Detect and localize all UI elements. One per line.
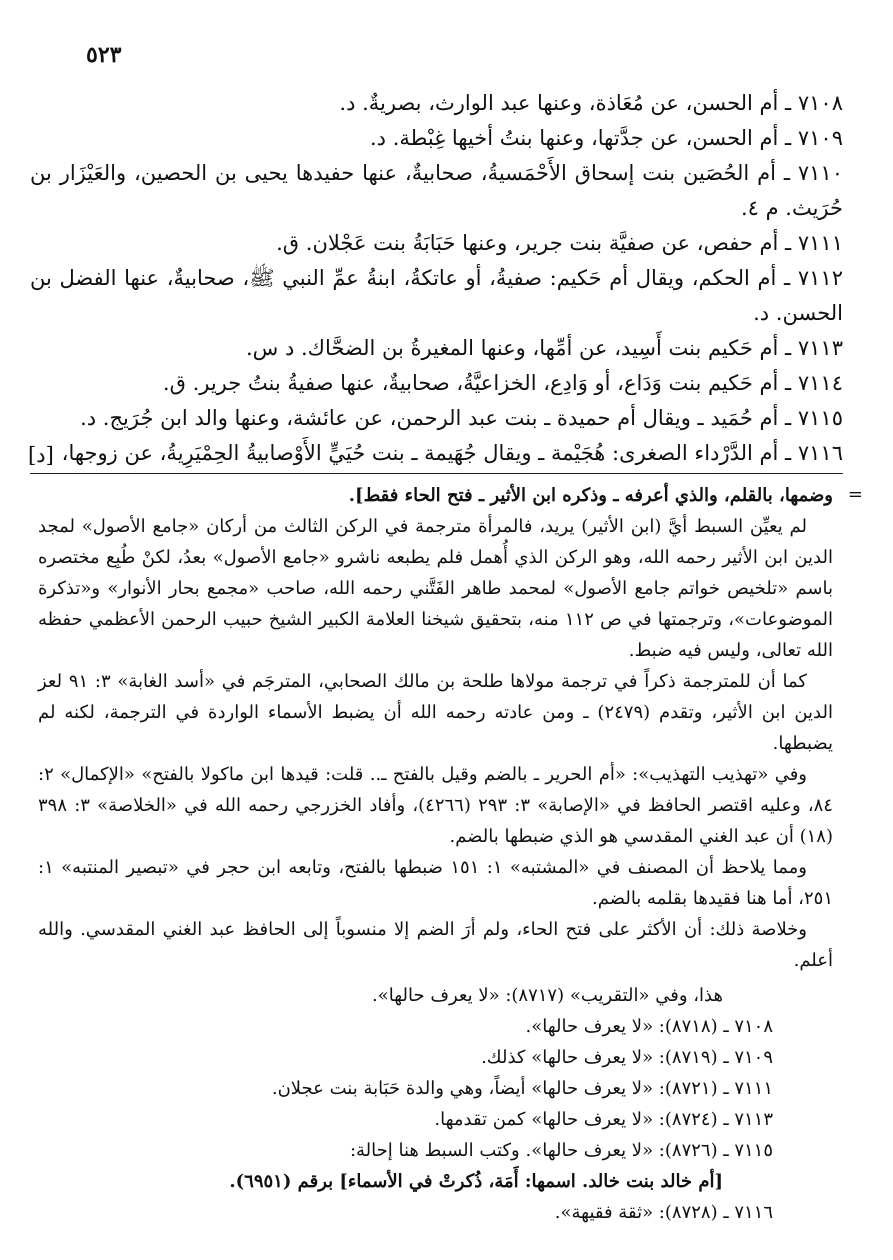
entry-text: ـ أم حُمَيد ـ ويقال أم حميدة ـ بنت عبد الرحمن، عن عائشة، وعنها والد ابن جُرَيج. د.	[80, 406, 798, 430]
footnote-divider	[30, 473, 843, 474]
continuation-marker: =	[847, 484, 863, 505]
reference-line: ٧١١٦ ـ (٨٧٢٨): «ثقة فقيهة».	[554, 1202, 773, 1223]
entry-text: ـ أم حَكيم بنت أَسِيد، عن أمِّها، وعنها المغيرةُ بن الضحَّاك. د س.	[245, 336, 798, 360]
entry-number: ٧١١٣	[797, 336, 843, 360]
entry-7116	[30, 436, 843, 471]
reference-line: ٧١١٣ ـ (٨٧٢٤): «لا يعرف حالها» كمن تقدمها.	[434, 1109, 773, 1130]
reference-line: ٧١٠٩ ـ (٨٧١٩): «لا يعرف حالها» كذلك.	[481, 1047, 773, 1068]
reference-line: ٧١٠٨ ـ (٨٧١٨): «لا يعرف حالها».	[525, 1016, 773, 1037]
reference-line: ٧١١١ ـ (٨٧٢١): «لا يعرف حالها» أيضاً، وهي والدة حَبَابة بنت عجلان.	[271, 1078, 773, 1099]
entry-7112	[30, 261, 843, 331]
entry-number: ٧١١٥	[797, 406, 843, 430]
entry-7115	[30, 401, 843, 436]
entry-7109	[30, 121, 843, 156]
footnote-paragraph: وفي «تهذيب التهذيب»: «أم الحرير ـ بالضم وقيل بالفتح ـ.. قلت: قيدها ابن ماكولا بالفتح» «الإكمال» ٢: ٨٤، وعليه اقتصر الحافظ في «الإصابة» ٣: ٢٩٣ (٤٢٦٦)، وأفاد الخزرجي رحمه الله في «الخلاصة» ٣: ٣٩٨ (١٨) أن عبد الغني المقدسي هو الذي ضبطها بالضم.	[38, 764, 833, 847]
entry-number: ٧١٠٨	[797, 91, 843, 115]
footnote-paragraph: وخلاصة ذلك: أن الأكثر على فتح الحاء، ولم أرَ الضم إلا منسوباً إلى الحافظ عبد الغني المقدسي. والله أعلم.	[38, 919, 833, 971]
footnote-opening: وضمها، بالقلم، والذي أعرفه ـ وذكره ابن الأثير ـ فتح الحاء فقط].	[348, 485, 833, 506]
reference-line: هذا، وفي «التقريب» (٨٧١٧): «لا يعرف حالها».	[371, 985, 723, 1006]
reference-line: ٧١١٥ ـ (٨٧٢٦): «لا يعرف حالها». وكتب السبط هنا إحالة:	[349, 1140, 773, 1161]
biography-entries	[30, 86, 843, 471]
page-number: ٥٢٣	[86, 42, 122, 68]
taqrib-references	[38, 980, 833, 1228]
footnote-paragraph: ومما يلاحظ أن المصنف في «المشتبه» ١: ١٥١ ضبطها بالفتح، وتابعه ابن حجر في «تبصير المنتبه» ١: ٢٥١، أما هنا فقيدها بقلمه بالضم.	[38, 857, 833, 909]
entry-text: ـ أم حَكيم بنت وَدَاع، أو وَادِع، الخزاعيَّةُ، صحابيةٌ، عنها صفيةُ بنتُ جرير. ق.	[162, 371, 798, 395]
entry-number: ٧١١٢	[797, 266, 843, 290]
entry-number: ٧١١٤	[797, 371, 843, 395]
entry-7114	[30, 366, 843, 401]
entry-text: ـ أم الحُصَين بنت إسحاق الأَحْمَسيةُ، صحابيةٌ، عنها حفيدها يحيى بن الحصين، والعَيْزَار بن حُرَيث. م ٤.	[30, 161, 843, 220]
entry-text: ـ أم حفص، عن صفيَّة بنت جرير، وعنها حَبَابَةُ بنت عَجْلان. ق.	[276, 231, 798, 255]
entry-text: ـ أم الحسن، عن مُعَاذة، وعنها عبد الوارث، بصريةٌ. د.	[339, 91, 798, 115]
entry-7110	[30, 156, 843, 226]
entry-7108	[30, 86, 843, 121]
entry-7111	[30, 226, 843, 261]
footnotes	[38, 480, 833, 1228]
footnote-paragraph: لم يعيِّن السبط أيَّ (ابن الأثير) يريد، فالمرأة مترجمة في الركن الثالث من أركان «جامع الأصول» لمجد الدين ابن الأثير رحمه الله، وهو الركن الذي أُهمل فلم يطبعه ناشرو «جامع الأصول» بعدُ، لكنْ طُبِع مختصره باسم «تلخيص خواتم جامع الأصول» لمحمد طاهر الفَتَّني رحمه الله، صاحب «مجمع بحار الأنوار» و«تذكرة الموضوعات»، وترجمتها في ص ١١٢ منه، بتحقيق شيخنا العلامة الكبير الشيخ حبيب الرحمن الأعظمي حفظه الله تعالى، وليس فيه ضبط.	[38, 516, 833, 661]
entry-continuation-mark: [د]	[28, 443, 54, 467]
entry-text: ـ أم الحسن، عن جدَّتها، وعنها بنتُ أخيها غِبْطة. د.	[370, 126, 798, 150]
entry-text: ـ أم الحكم، ويقال أم حَكيم: صفيةُ، أو عاتكةُ، ابنةُ عمِّ النبي ﷺ، صحابيةٌ، عنها الفضل بن الحسن. د.	[30, 266, 843, 325]
reference-line: [أم خالد بنت خالد. اسمها: أَمَة، ذُكرتْ في الأسماء] برقم (٦٩٥١).	[229, 1171, 723, 1192]
entry-number: ٧١١١	[797, 231, 843, 255]
entry-7113	[30, 331, 843, 366]
entry-text: ـ أم الدَّرْداء الصغرى: هُجَيْمة ـ ويقال جُهَيمة ـ بنت حُيَيٍّ الأَوْصابيةُ الحِمْيَرِيةُ، عن زوجها،	[61, 441, 798, 465]
entry-number: ٧١١٠	[797, 161, 843, 185]
entry-number: ٧١٠٩	[797, 126, 843, 150]
footnote-paragraph: كما أن للمترجمة ذكراً في ترجمة مولاها طلحة بن مالك الصحابي، المترجَم في «أسد الغابة» ٣: ٩١ لعز الدين ابن الأثير، وتقدم (٢٤٧٩) ـ ومن عادته رحمه الله أن يضبط الأسماء الواردة في الترجمة، لكنه لم يضبطها.	[38, 671, 833, 754]
entry-number: ٧١١٦	[797, 441, 843, 465]
